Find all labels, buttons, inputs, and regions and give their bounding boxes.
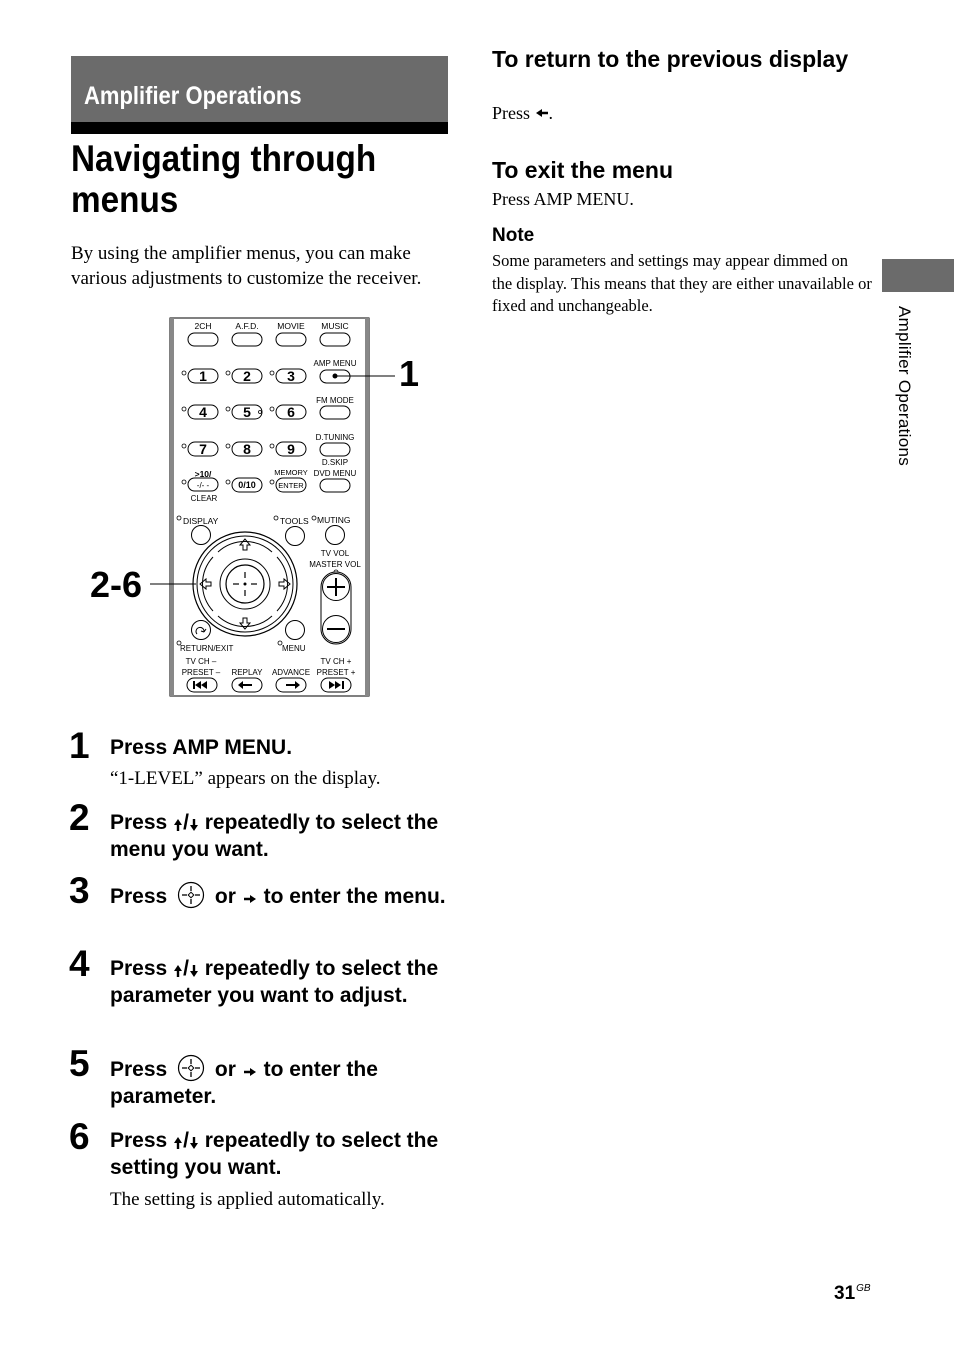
up-arrow-icon [173,817,183,833]
label-amp-menu: AMP MENU [313,359,357,368]
exit-heading: To exit the menu [492,157,674,183]
label-d-tuning: D.TUNING [315,433,355,442]
button-return-exit[interactable] [192,621,211,640]
button-music[interactable] [320,333,350,346]
label-menu: MENU [282,644,306,653]
label-ten: >10/ [194,469,212,479]
step-6-number: 6 [69,1116,90,1157]
label-preset-minus: PRESET – [181,668,221,677]
digit-1: 1 [199,368,207,384]
remote-illustration [88,316,428,698]
side-tab [882,259,954,292]
step-2-sep: / [183,811,189,834]
label-return-exit: RETURN/EXIT [180,644,234,653]
button-d-tuning[interactable] [320,443,350,456]
label-dvd-menu: DVD MENU [313,469,357,478]
down-arrow-icon [189,817,199,833]
step-3-press: Press [110,885,168,908]
label-music: MUSIC [321,321,349,331]
digit-4: 4 [199,404,207,420]
label-ten-inner: -/- - [196,481,210,490]
label-2ch: 2CH [194,321,212,331]
return-heading: To return to the previous display [492,46,849,72]
note-heading: Note [492,225,535,246]
step-5-heading [110,1054,455,1110]
step-6-press: Press [110,1129,168,1152]
page-title: Navigating through menus [71,138,377,220]
label-tv-ch-minus: TV CH – [185,657,217,666]
step-4-rest: repeatedly to select the parameter you want to adjust. [110,957,439,1007]
label-tv-vol: TV VOL [320,549,350,558]
return-text [492,101,872,125]
label-muting: MUTING [317,515,351,525]
label-master-vol: MASTER VOL [309,560,361,569]
page-number-value: 31 [834,1283,856,1304]
label-preset-plus: PRESET + [316,668,356,677]
button-2ch[interactable] [188,333,218,346]
step-6-heading [110,1127,455,1181]
label-enter: ENTER [278,481,304,490]
step-4-number: 4 [69,943,90,984]
step-4-press: Press [110,957,168,980]
amp-menu-dot [333,374,338,379]
remote-edge-right [365,318,369,696]
right-arrow-icon [242,891,258,907]
up-arrow-icon [173,1135,183,1151]
step-4-heading [110,955,455,1009]
note-text: Some parameters and settings may appear dimmed on the display. This means that they are either unavailable or fixed and unchangeable. [492,251,872,315]
button-muting[interactable] [326,526,345,545]
section-rule [71,122,448,134]
label-0-10: 0/10 [238,480,256,490]
step-4-sep: / [183,957,189,980]
step-2-number: 2 [69,797,90,838]
enter-icon [177,1054,205,1082]
digit-9: 9 [287,441,295,457]
digit-2: 2 [243,368,251,384]
step-3-rest: to enter the menu. [263,885,446,908]
callout-2-6: 2-6 [90,564,143,605]
button-fm-mode[interactable] [320,406,350,419]
step-5-number: 5 [69,1043,90,1084]
button-dvd-menu[interactable] [320,479,350,492]
label-fm-mode: FM MODE [316,396,354,405]
exit-text: Press AMP MENU. [492,189,634,209]
step-3-number: 3 [69,870,90,911]
step-3-or: or [214,885,236,908]
intro-paragraph: By using the amplifier menus, you can make various adjustments to customize the receiver. [71,243,422,289]
button-afd[interactable] [232,333,262,346]
enter-icon [177,881,205,909]
up-arrow-icon [173,963,183,979]
button-menu[interactable] [286,621,305,640]
label-advance: ADVANCE [271,668,311,677]
label-movie: MOVIE [277,321,305,331]
step-6-sep: / [183,1129,189,1152]
return-press: Press [492,103,531,123]
label-afd: A.F.D. [235,321,259,331]
page-number-suffix: GB [856,1283,871,1294]
digit-5: 5 [243,404,251,420]
step-5-or: or [214,1058,236,1081]
digit-7: 7 [199,441,207,457]
digit-6: 6 [287,404,295,420]
label-tv-ch-plus: TV CH + [320,657,352,666]
page-number [834,1283,871,1305]
step-3-heading [110,881,455,910]
step-2-heading [110,809,455,863]
right-arrow-icon [242,1064,258,1080]
remote-svg [88,316,428,698]
section-label: Amplifier Operations [84,82,302,110]
button-movie[interactable] [276,333,306,346]
callout-1: 1 [399,353,420,394]
label-d-skip: D.SKIP [321,458,349,467]
label-clear: CLEAR [190,494,218,503]
down-arrow-icon [189,1135,199,1151]
step-6-rest: repeatedly to select the setting you want. [110,1129,439,1179]
label-replay: REPLAY [231,668,263,677]
step-5-press: Press [110,1058,168,1081]
label-memory: MEMORY [274,468,308,477]
label-tools: TOOLS [280,516,309,526]
side-label: Amplifier Operations [895,306,914,467]
label-display: DISPLAY [183,516,219,526]
section-band [71,56,448,122]
step-1-heading: Press AMP MENU. [110,736,293,759]
step-1-number: 1 [69,725,90,766]
button-tools[interactable] [286,527,305,546]
down-arrow-icon [189,963,199,979]
step-1-note: “1-LEVEL” appears on the display. [110,768,381,789]
button-display[interactable] [192,526,211,545]
digit-3: 3 [287,368,295,384]
step-5-rest: to enter the parameter. [110,1058,378,1108]
digit-8: 8 [243,441,251,457]
step-2-press: Press [110,811,168,834]
return-period: . [548,103,554,123]
step-6-note: The setting is applied automatically. [110,1189,385,1210]
remote-edge-left [170,318,174,696]
left-arrow-icon [535,106,549,120]
step-2-rest: repeatedly to select the menu you want. [110,811,439,861]
